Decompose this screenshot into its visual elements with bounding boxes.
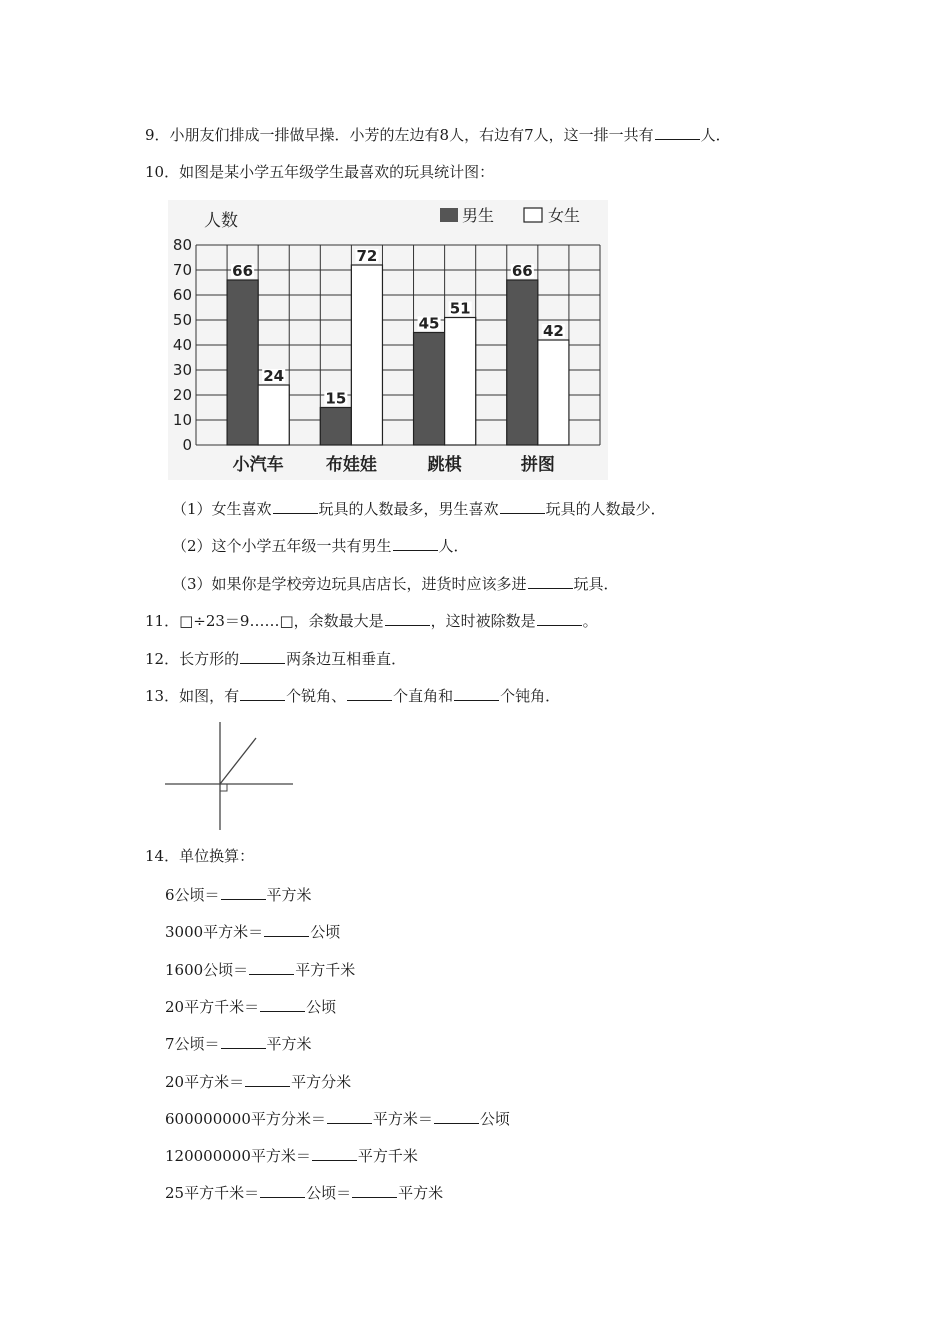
- conversion-text-b: 公顷＝: [306, 1184, 352, 1203]
- answer-blank[interactable]: [240, 648, 285, 664]
- toy-bar-chart: [168, 200, 608, 480]
- answer-blank[interactable]: [249, 959, 294, 975]
- y-tick-label: 30: [172, 361, 192, 379]
- bar-value-label: 72: [356, 247, 378, 265]
- answer-blank[interactable]: [240, 685, 285, 701]
- angle-figure: [160, 718, 300, 833]
- question-10-part-3: [172, 573, 619, 594]
- conversion-text-b: 平方米: [266, 1035, 312, 1054]
- conversion-row: [165, 1033, 312, 1054]
- answer-blank[interactable]: [347, 685, 392, 701]
- conversion-text-a: 120000000平方米＝: [165, 1147, 311, 1166]
- legend-swatch-boys: [440, 208, 458, 222]
- y-tick-label: 10: [172, 411, 192, 429]
- part-1-text-a: （1）女生喜欢: [172, 500, 272, 518]
- legend-label-boys: 男生: [462, 206, 495, 225]
- question-13: [145, 685, 560, 706]
- answer-blank[interactable]: [537, 610, 582, 626]
- y-tick-label: 80: [172, 236, 192, 254]
- x-category-label: 跳棋: [427, 455, 462, 475]
- answer-blank[interactable]: [393, 535, 438, 551]
- conversion-text-a: 3000平方米＝: [165, 923, 264, 942]
- answer-blank[interactable]: [327, 1108, 372, 1124]
- bar-girls: [445, 318, 476, 446]
- question-9-unit: 人．: [700, 126, 731, 144]
- y-tick-label: 40: [172, 336, 192, 354]
- part-2-text-b: 人．: [438, 537, 469, 555]
- answer-blank[interactable]: [245, 1071, 290, 1087]
- bar-value-label: 66: [511, 262, 533, 280]
- answer-blank[interactable]: [500, 498, 545, 514]
- part-1-text-b: 玩具的人数最多，男生喜欢: [318, 500, 499, 518]
- bar-boys: [507, 280, 538, 445]
- conversion-text-a: 7公顷＝: [165, 1035, 220, 1054]
- question-12-text-b: 两条边互相垂直．: [286, 650, 407, 668]
- y-tick-label: 0: [182, 436, 192, 454]
- answer-blank[interactable]: [221, 884, 266, 900]
- conversion-row: [165, 1071, 351, 1092]
- question-10-text: 10．如图是某小学五年级学生最喜欢的玩具统计图：: [145, 163, 495, 181]
- conversion-text-b: 平方千米: [295, 960, 356, 979]
- y-tick-label: 20: [172, 386, 192, 404]
- conversion-text-a: 600000000平方分米＝: [165, 1109, 326, 1128]
- bar-value-label: 66: [232, 262, 254, 280]
- conversion-row: [165, 1108, 510, 1129]
- question-9-text: 9．小朋友们排成一排做早操．小芳的左边有8人，右边有7人，这一排一共有: [145, 126, 654, 144]
- answer-blank[interactable]: [454, 685, 499, 701]
- conversion-row: [165, 1182, 443, 1203]
- question-10-part-1: [172, 498, 666, 519]
- bar-value-label: 51: [449, 299, 471, 318]
- conversion-text-b: 平方米: [266, 886, 312, 904]
- question-13-text-a: 13．如图，有: [145, 687, 240, 705]
- part-2-text-a: （2）这个小学五年级一共有男生: [172, 537, 392, 555]
- question-11-text-c: 。: [582, 612, 598, 630]
- y-tick-label: 70: [172, 261, 192, 279]
- chart-ylabel: 人数: [204, 211, 238, 231]
- bar-girls: [538, 340, 569, 445]
- question-11-text-a: 11．□÷23＝9……□，余数最大是: [145, 612, 384, 630]
- question-9: [145, 124, 731, 145]
- question-12-text-a: 12．长方形的: [145, 650, 240, 668]
- bar-girls: [351, 265, 382, 445]
- chart-y-axis: [173, 236, 192, 454]
- question-13-text-d: 个钝角．: [500, 687, 561, 705]
- bar-value-label: 45: [418, 314, 440, 333]
- legend-swatch-girls: [524, 208, 542, 222]
- conversion-row: [165, 884, 312, 905]
- right-angle-mark: [220, 784, 227, 791]
- question-11-text-b: ，这时被除数是: [430, 612, 536, 630]
- bar-boys: [414, 333, 445, 446]
- conversion-text-a: 20平方千米＝: [165, 997, 260, 1016]
- answer-blank[interactable]: [352, 1182, 397, 1198]
- bar-value-label: 42: [542, 322, 564, 340]
- x-category-label: 布娃娃: [325, 455, 377, 475]
- conversion-text-a: 25平方千米＝: [165, 1184, 260, 1203]
- answer-blank[interactable]: [273, 498, 318, 514]
- conversion-text-a: 1600公顷＝: [165, 960, 249, 979]
- question-10-part-2: [172, 535, 469, 556]
- y-tick-label: 50: [172, 311, 192, 329]
- answer-blank[interactable]: [260, 996, 305, 1012]
- bar-boys: [227, 280, 258, 445]
- conversion-row: [165, 996, 336, 1017]
- bar-girls: [258, 385, 289, 445]
- answer-blank[interactable]: [528, 573, 573, 589]
- conversion-text-c: 公顷: [479, 1109, 510, 1128]
- conversion-text-c: 平方米: [398, 1184, 444, 1203]
- answer-blank[interactable]: [312, 1145, 357, 1161]
- part-3-text-b: 玩具．: [573, 575, 619, 593]
- part-1-text-c: 玩具的人数最少．: [545, 500, 666, 518]
- x-category-label: 拼图: [520, 455, 555, 475]
- answer-blank[interactable]: [260, 1182, 305, 1198]
- slanted-ray: [220, 738, 256, 784]
- conversion-row: [165, 1145, 418, 1166]
- answer-blank[interactable]: [434, 1108, 479, 1124]
- bar-value-label: 15: [325, 389, 347, 408]
- bar-value-label: 24: [263, 367, 285, 385]
- conversion-text-a: 6公顷＝: [165, 886, 220, 904]
- question-10: [145, 162, 494, 182]
- answer-blank[interactable]: [385, 610, 430, 626]
- conversion-text-b: 平方米＝: [372, 1109, 433, 1128]
- x-category-label: 小汽车: [232, 455, 284, 475]
- conversion-text-b: 公顷: [306, 997, 337, 1016]
- conversion-row: [165, 959, 355, 980]
- conversion-text-b: 平方分米: [291, 1072, 352, 1091]
- question-14-text: 14．单位换算：: [145, 847, 255, 865]
- question-14-title: [145, 846, 254, 866]
- answer-blank[interactable]: [264, 921, 309, 937]
- y-tick-label: 60: [172, 286, 192, 304]
- part-3-text-a: （3）如果你是学校旁边玩具店店长，进货时应该多进: [172, 575, 527, 593]
- answer-blank[interactable]: [221, 1033, 266, 1049]
- question-13-text-b: 个锐角、: [286, 687, 347, 705]
- bar-boys: [320, 408, 351, 446]
- conversion-row: [165, 921, 340, 942]
- question-13-text-c: 个直角和: [393, 687, 454, 705]
- question-11: [145, 610, 598, 631]
- conversion-text-b: 平方千米: [357, 1147, 418, 1166]
- conversion-text-a: 20平方米＝: [165, 1072, 245, 1091]
- question-12: [145, 648, 406, 669]
- conversion-text-b: 公顷: [310, 923, 341, 942]
- legend-label-girls: 女生: [548, 206, 581, 225]
- answer-blank[interactable]: [655, 124, 700, 140]
